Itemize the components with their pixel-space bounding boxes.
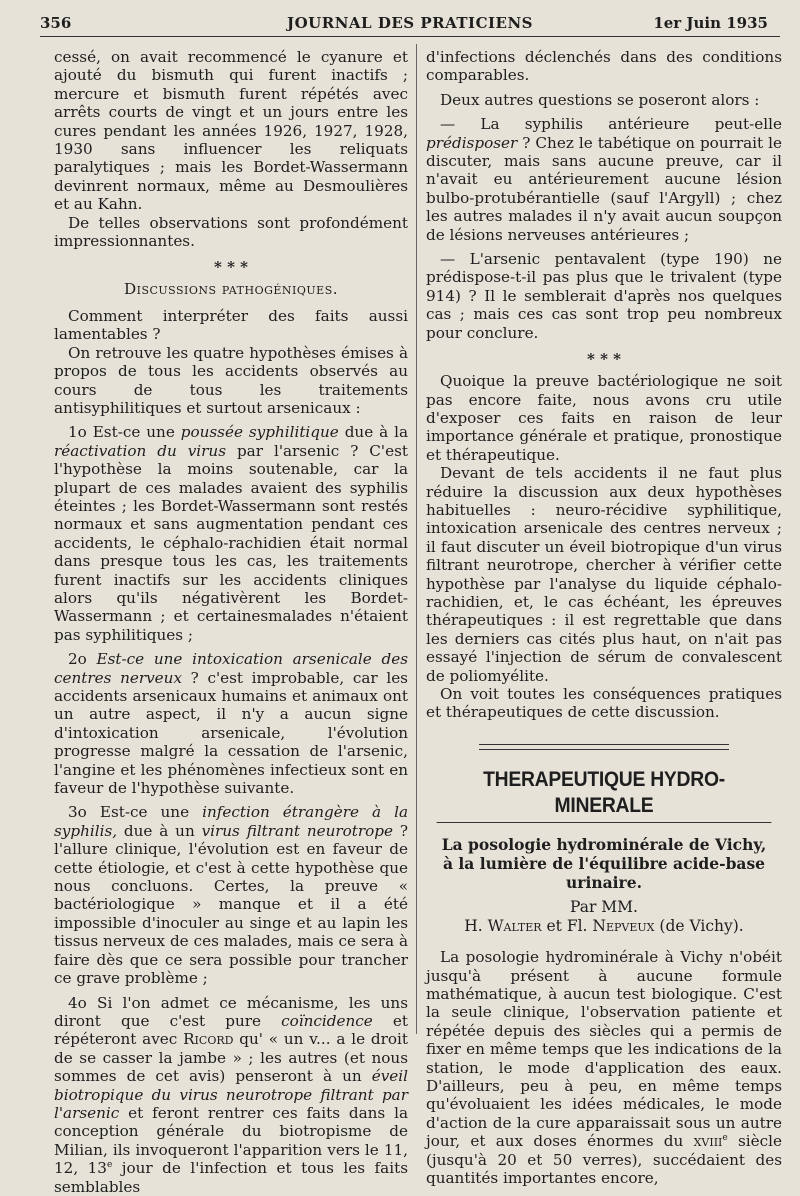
paragraph: Quoique la preuve bactériologique ne soit pas encore faite, nous avons cru utile d'exposer ces faits en raison de leur importance générale et pratique, pronostique et thérapeutique. — [426, 372, 782, 464]
column-divider — [416, 44, 417, 1034]
double-rule — [426, 736, 782, 754]
section-separator-stars: * * * — [214, 258, 248, 277]
paragraph: Devant de tels accidents il ne faut plus réduire la discussion aux deux hypothèses habituelles : neuro-récidive syphilitique, intoxication arsenicale des centres nerveux ; il faut discuter un éveil biotropique d'un virus filtrant neurotrope, chercher à vérifier cette hypothèse par l'analyse du liquide céphalo-rachidien, et, le cas échéant, les épreuves thérapeutiques : il est regrettable que dans les derniers cas cités plus haut, on n'ait pas essayé l'injection de sérum de convalescent de poliomyélite. — [426, 464, 782, 685]
section-separator-stars: * * * — [587, 350, 621, 369]
page-number: 356 — [40, 14, 72, 32]
section-heading: Discussions pathogéniques. — [123, 280, 339, 299]
paragraph: Deux autres questions se poseront alors : — [440, 90, 760, 109]
page-header — [40, 12, 780, 37]
left-column — [54, 48, 409, 1196]
right-column — [426, 48, 782, 1188]
hypothesis-2: 2o Est-ce une intoxication arsenicale des centres nerveux ? c'est improbable, car les accidents arsenicaux humains et animaux ont un autre aspect, il n'y a aucun signe d'intoxication arsenicale, l'évolution progresse malgré la cessation de l'arsenic, l'angine et les phénomènes infectieux sont en faveur de l'hypothèse suivante. — [54, 650, 408, 798]
paragraph: La posologie hydrominérale à Vichy n'obéit jusqu'à présent à aucune formule mathématique, à aucun test biologique. C'est la seule clinique, l'observation patiente et répétée depuis des siècles qui a permis de fixer en même temps que les indications de la station, le mode d'application des eaux. D'ailleurs, peu à peu, en même temps qu'évoluaient les idées médicales, le mode d'action de la cure apparaissait sous un autre jour, et aux doses énormes du xviii$^e$ siècle (jusqu'à 20 et 50 verres), succédaient des quantités importantes encore, — [426, 948, 782, 1188]
article-authors: H. Walter et Fl. Nepveux (de Vichy). — [464, 917, 744, 936]
hypothesis-4: 4o Si l'on admet ce mécanisme, les uns diront que c'est pure coïncidence et répéteront avec Ricord qu' « un v... a le droit de se casser la jambe » ; les autres (et nous sommes de cet avis) penseront à un éveil biotropique du virus neurotrope filtrant par l'arsenic et feront rentrer ces faits dans la conception générale du biotropisme de Milian, ils invoqueront l'apparition vers le 11, 12, 13e jour de l'infection et tous les faits semblables — [54, 993, 409, 1196]
article-title: La posologie hydrominérale de Vichy, à la lumière de l'équilibre acide-base urinaire. — [441, 835, 767, 893]
paragraph: De telles observations sont profondément impressionnantes. — [54, 213, 408, 251]
article-byline: Par MM. — [570, 898, 638, 917]
question-2: — L'arsenic pentavalent (type 190) ne prédispose-t-il pas plus que le trivalent (type 914) ? Il le semblerait d'après nos quelques cas ; mais ces cas sont trop peu nombreux pour conclure. — [426, 250, 782, 342]
hypothesis-3: 3o Est-ce une infection étrangère à la syphilis, due à un virus filtrant neurotrope ? l'allure clinique, l'évolution est en faveur de cette étiologie, et c'est à cette hypothèse que nous concluons. Certes, la preuve « bactériologique » manque et il a été impossible d'inoculer au singe et au lapin les tissus nerveux de ces malades, mais ce sera à faire dès que ce sera possible pour trancher ce grave problème ; — [54, 803, 409, 988]
question-1: — La syphilis antérieure peut-elle prédisposer ? Chez le tabétique on pourrait le discuter, mais sans aucune preuve, car il n'avait eu antérieurement aucune lésion bulbo-protubérantielle (sauf l'Argyll) ; chez les autres malades il n'y avait aucun soupçon de lésions nerveuses antérieures ; — [426, 115, 782, 244]
paragraph: On voit toutes les conséquences pratiques et thérapeutiques de cette discussion. — [426, 685, 782, 722]
issue-date: 1er Juin 1935 — [653, 14, 768, 32]
paragraph: On retrouve les quatre hypothèses émises à propos de tous les accidents observés au cours de tous les traitements antisyphilitiques et surtout arsenicaux : — [54, 343, 408, 417]
journal-title: JOURNAL DES PRATICIENS — [287, 14, 533, 32]
paragraph: cessé, on avait recommencé le cyanure et ajouté du bismuth qui furent inactifs ; mercure et bismuth furent répétés avec arrêts courts de vingt et un jours entre les cures pendant les années 1926, 1927, 1928, 1930 sans influencer les reliquats paralytiques ; mais les Bordet-Wassermann devinrent normaux, même au Desmoulières et au Kahn. — [54, 48, 408, 214]
section-title: THERAPEUTIQUE HYDRO-MINERALE — [437, 766, 772, 823]
paragraph: d'infections déclenchés dans des conditions comparables. — [426, 48, 782, 85]
paragraph: Comment interpréter des faits aussi lamentables ? — [54, 306, 408, 344]
hypothesis-1: 1o Est-ce une poussée syphilitique due à la réactivation du virus par l'arsenic ? C'est l'hypothèse la moins soutenable, car la plupart de ces malades avaient des syphilis éteintes ; les Bordet-Wassermann sont restés normaux et sans augmentation pendant ces accidents, le céphalo-rachidien était normal dans presque tous les cas, les traitements furent inactifs sur les accidents cliniques alors qu'ils négativèrent les Bordet-Wassermann ; et certainesmalades n'étaient pas syphilitiques ; — [54, 423, 408, 644]
